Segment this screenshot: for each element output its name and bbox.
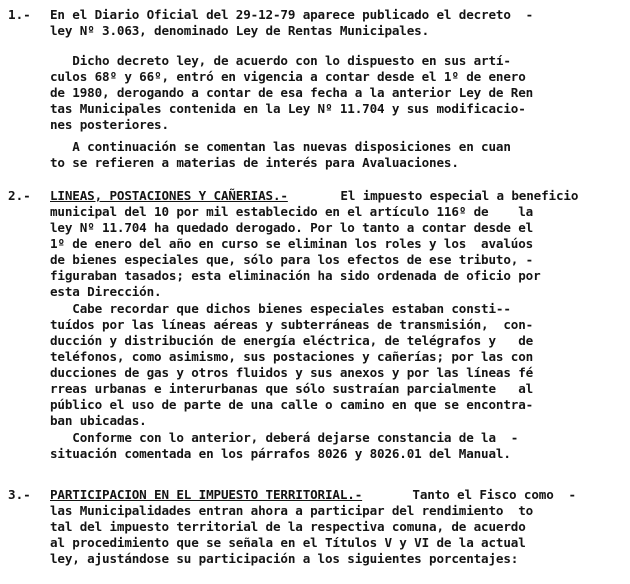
section-1-line: En el Diario Oficial del 29-12-79 aparece publicado el decreto - <box>50 7 534 22</box>
section-2-line: Conforme con lo anterior, deberá dejarse constancia de la - <box>50 430 519 445</box>
section-3-line: tal del impuesto territorial de la respectiva comuna, de acuerdo <box>50 519 526 534</box>
section-1-line: Dicho decreto ley, de acuerdo con lo dispuesto en sus artí- <box>50 53 511 68</box>
section-2-heading: LINEAS, POSTACIONES Y CAÑERIAS.- <box>50 188 288 203</box>
section-2-line: 1º de enero del año en curso se eliminan los roles y los avalúos <box>50 236 534 251</box>
section-1-number: 1.- <box>8 7 31 22</box>
section-2-line: figuraban tasados; esta eliminación ha sido ordenada de oficio por <box>50 268 541 283</box>
section-1-line: tas Municipales contenida en la Ley Nº 11.704 y sus modificacio- <box>50 101 526 116</box>
section-1-line: de 1980, derogando a contar de esa fecha a la anterior Ley de Ren <box>50 85 534 100</box>
section-1-line: nes posteriores. <box>50 117 169 132</box>
section-2-line: de bienes especiales que, sólo para los efectos de ese tributo, - <box>50 252 534 267</box>
section-3-number: 3.- <box>8 487 31 502</box>
section-2-line: esta Dirección. <box>50 284 162 299</box>
section-2-line: situación comentada en los párrafos 8026 y 8026.01 del Manual. <box>50 446 511 461</box>
section-3-heading: PARTICIPACION EN EL IMPUESTO TERRITORIAL.- <box>50 487 363 502</box>
section-2-line: ducción y distribución de energía eléctrica, de telégrafos y de <box>50 333 534 348</box>
section-2-line: municipal del 10 por mil establecido en el artículo 116º de la <box>50 204 534 219</box>
section-3-line: ley, ajustándose su participación a los siguientes porcentajes: <box>50 551 519 566</box>
section-2-line: público el uso de parte de una calle o camino en que se encontra- <box>50 397 534 412</box>
section-2-line: Cabe recordar que dichos bienes especiales estaban consti-- <box>50 301 511 316</box>
section-1-line: ley Nº 3.063, denominado Ley de Rentas Municipales. <box>50 23 430 38</box>
section-2-line: rreas urbanas e interurbanas que sólo sustraían parcialmente al <box>50 381 534 396</box>
section-2-number: 2.- <box>8 188 31 203</box>
section-1-line: to se refieren a materias de interés para Avaluaciones. <box>50 155 459 170</box>
section-2-line: ban ubicadas. <box>50 413 147 428</box>
section-2-line: ley Nº 11.704 ha quedado derogado. Por lo tanto a contar desde el <box>50 220 534 235</box>
section-3-line: Tanto el Fisco como - <box>405 487 576 502</box>
section-1-line: A continuación se comentan las nuevas disposiciones en cuan <box>50 139 511 154</box>
section-2-line: tuídos por las líneas aéreas y subterráneas de transmisión, con- <box>50 317 534 332</box>
section-2-line: ducciones de gas y otros fluidos y sus anexos y por las líneas fé <box>50 365 534 380</box>
section-2-line: teléfonos, como asimismo, sus postaciones y cañerías; por las con <box>50 349 534 364</box>
section-3-line: las Municipalidades entran ahora a participar del rendimiento to <box>50 503 534 518</box>
section-2-line: El impuesto especial a beneficio <box>333 188 579 203</box>
section-3-line: al procedimiento que se señala en el Títulos V y VI de la actual <box>50 535 526 550</box>
section-1-line: culos 68º y 66º, entró en vigencia a contar desde el 1º de enero <box>50 69 526 84</box>
